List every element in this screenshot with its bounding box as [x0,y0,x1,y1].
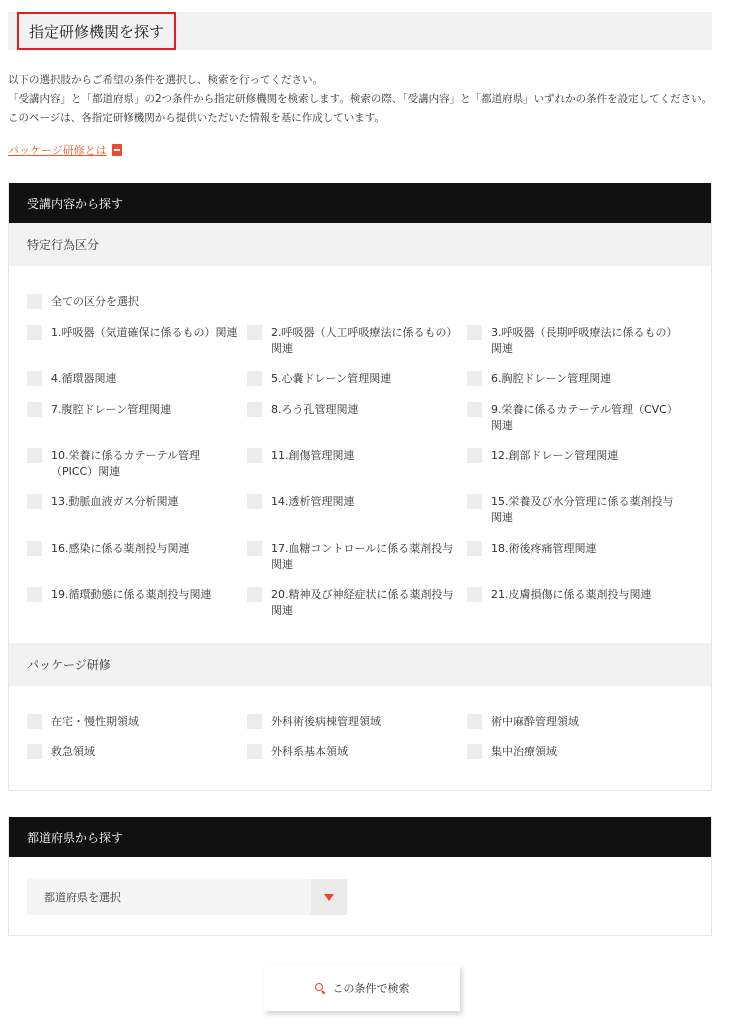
package-title: パッケージ研修 [9,643,711,686]
checkbox-item[interactable] [27,587,241,603]
checkbox[interactable] [247,714,262,729]
checkbox[interactable] [247,744,262,759]
checkbox-item[interactable] [27,371,241,387]
checkbox-label: 2.呼吸器（人工呼吸療法に係るもの）関連 [271,326,458,355]
checkbox-label: 7.腹腔ドレーン管理関連 [51,403,172,416]
package-area [9,686,711,789]
search-button[interactable] [264,965,460,1011]
checkbox[interactable] [27,325,42,340]
checkbox-item[interactable] [27,448,241,480]
checkbox[interactable] [27,744,42,759]
checkbox-label: 9.栄養に係るカテーテル管理（CVC）関連 [491,403,678,432]
checkbox-label: 在宅・慢性期領域 [51,715,139,728]
prefecture-section [8,817,712,936]
checkbox-label: 術中麻酔管理領域 [491,715,579,728]
checkbox-select-all[interactable] [27,294,241,310]
checkbox-label: 20.精神及び神経症状に係る薬剤投与関連 [271,588,454,617]
checkbox-label: 14.透析管理関連 [271,495,355,508]
checkbox[interactable] [27,587,42,602]
search-icon [315,983,325,993]
checkbox[interactable] [247,371,262,386]
checkbox-label: 1.呼吸器（気道確保に係るもの）関連 [51,326,238,339]
checkbox[interactable] [247,325,262,340]
checkbox-item[interactable] [27,541,241,557]
checkbox-label: 15.栄養及び水分管理に係る薬剤投与関連 [491,495,674,524]
checkbox-label: 6.胸腔ドレーン管理関連 [491,372,612,385]
checkbox[interactable] [467,541,482,556]
page-title: 指定研修機関を探す [17,12,176,50]
checkbox[interactable] [27,294,42,309]
checkbox[interactable] [27,448,42,463]
checkbox[interactable] [27,541,42,556]
intro-line: 「受講内容」と「都道府県」の2つ条件から指定研修機関を検索します。検索の際、「受講内容」と「都道府県」いずれかの条件を設定してください。 [8,93,713,105]
checkbox-item[interactable] [247,402,461,418]
package-checkbox-item[interactable] [247,714,461,730]
checkbox-item[interactable] [247,494,461,510]
course-section-title: 受講内容から探す [9,183,711,223]
checkbox-item[interactable] [27,402,241,418]
checkbox[interactable] [247,402,262,417]
intro-line: 以下の選択肢からご希望の条件を選択し、検索を行ってください。 [8,74,323,86]
checkbox[interactable] [467,325,482,340]
checkbox-label: 8.ろう孔管理関連 [271,403,359,416]
checkbox[interactable] [467,744,482,759]
checkbox[interactable] [247,448,262,463]
checkbox-item[interactable] [467,325,681,357]
checkbox-item[interactable] [247,371,461,387]
checkbox[interactable] [467,448,482,463]
checkbox-label: 18.術後疼痛管理関連 [491,542,597,555]
specific-acts-title: 特定行為区分 [9,223,711,266]
checkbox-item[interactable] [467,494,681,526]
checkbox[interactable] [467,714,482,729]
checkbox-label: 11.創傷管理関連 [271,449,355,462]
package-checkbox-item[interactable] [247,744,461,760]
specific-acts-area [9,266,711,643]
checkbox-item[interactable] [467,371,681,387]
checkbox-label: 12.創部ドレーン管理関連 [491,449,619,462]
checkbox-label: 外科系基本領域 [271,745,348,758]
checkbox-item[interactable] [27,494,241,510]
checkbox-item[interactable] [467,587,681,603]
checkbox[interactable] [247,541,262,556]
checkbox-label: 全ての区分を選択 [51,295,139,308]
checkbox-item[interactable] [247,541,461,573]
package-checkbox-item[interactable] [27,714,241,730]
package-training-link-label: パッケージ研修とは [8,144,107,157]
package-checkbox-item[interactable] [467,744,681,760]
prefecture-select-label: 都道府県を選択 [44,891,121,904]
pdf-icon [112,144,122,156]
checkbox-label: 集中治療領域 [491,745,557,758]
checkbox-item[interactable] [467,448,681,464]
checkbox-item[interactable] [247,587,461,619]
checkbox-item[interactable] [467,402,681,434]
prefecture-section-title: 都道府県から探す [9,817,711,857]
checkbox-label: 13.動脈血液ガス分析関連 [51,495,179,508]
checkbox[interactable] [27,714,42,729]
prefecture-select[interactable] [27,879,347,915]
checkbox-label: 17.血糖コントロールに係る薬剤投与関連 [271,542,454,571]
checkbox[interactable] [247,494,262,509]
checkbox-item[interactable] [467,541,681,557]
checkbox-label: 16.感染に係る薬剤投与関連 [51,542,190,555]
checkbox[interactable] [27,402,42,417]
checkbox[interactable] [247,587,262,602]
checkbox[interactable] [467,587,482,602]
checkbox-item[interactable] [247,325,461,357]
checkbox-label: 10.栄養に係るカテーテル管理（PICC）関連 [51,449,200,478]
checkbox[interactable] [27,494,42,509]
chevron-down-icon [324,894,334,901]
intro-text [8,71,724,128]
prefecture-area [9,857,711,936]
checkbox-label: 19.循環動態に係る薬剤投与関連 [51,588,212,601]
intro-line: このページは、各指定研修機関から提供いただいた情報を基に作成しています。 [8,112,385,124]
checkbox-label: 外科術後病棟管理領域 [271,715,381,728]
checkbox-item[interactable] [27,325,241,341]
checkbox-label: 5.心嚢ドレーン管理関連 [271,372,392,385]
checkbox-item[interactable] [247,448,461,464]
package-training-link[interactable] [8,142,122,158]
package-checkbox-item[interactable] [27,744,241,760]
dropdown-button[interactable] [311,879,347,915]
checkbox[interactable] [27,371,42,386]
course-section [8,183,712,791]
checkbox[interactable] [467,494,482,509]
checkbox-label: 21.皮膚損傷に係る薬剤投与関連 [491,588,652,601]
checkbox-label: 救急領域 [51,745,95,758]
checkbox-label: 3.呼吸器（長期呼吸療法に係るもの）関連 [491,326,678,355]
search-button-label: この条件で検索 [332,982,410,995]
checkbox[interactable] [467,402,482,417]
package-checkbox-item[interactable] [467,714,681,730]
checkbox[interactable] [467,371,482,386]
checkbox-label: 4.循環器関連 [51,372,117,385]
